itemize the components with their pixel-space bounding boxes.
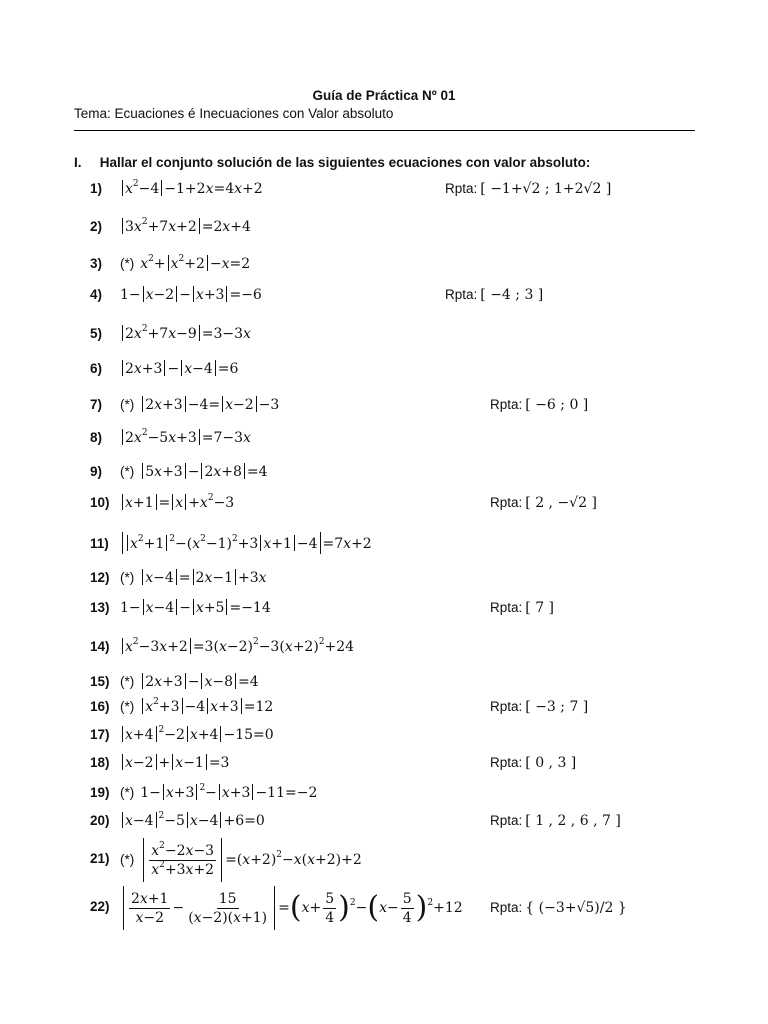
answer-label: Rpta: (490, 813, 523, 828)
equation: $2x^2+7x-9 =3-3x$ (120, 322, 251, 346)
equation: $x+1 = x +x^2-3$ (120, 491, 234, 515)
answer-label: Rpta: (490, 755, 523, 770)
item-number: 18) (90, 755, 110, 770)
star-marker: (*) (120, 397, 135, 412)
section-heading (74, 155, 590, 170)
list-item (90, 177, 690, 201)
item-number: 12) (90, 570, 110, 585)
item-number: 14) (90, 639, 110, 654)
answer-value: [ 1 , 2 , 6 , 7 ] (525, 813, 621, 829)
item-number: 7) (90, 397, 103, 412)
item-number: 5) (90, 326, 103, 341)
star-marker: (*) (120, 852, 135, 867)
answer-label: Rpta: (490, 699, 523, 714)
list-item (90, 566, 690, 590)
equation: (*) x−4 = 2x−1 +3x (120, 570, 267, 586)
list-item (90, 635, 690, 659)
answer-label: Rpta: (490, 397, 523, 412)
item-number: 15) (90, 674, 110, 689)
item-number: 9) (90, 464, 103, 479)
answer-label: Rpta: (445, 287, 478, 302)
star-marker: (*) (120, 785, 135, 800)
answer-value: [ −6 ; 0 ] (525, 397, 589, 413)
answer (490, 393, 588, 417)
equation: 1− x−4 − x+5 =−14 (120, 600, 271, 616)
list-item (90, 751, 690, 775)
item-number: 17) (90, 727, 110, 742)
section-text: Hallar el conjunto solución de las siguientes ecuaciones con valor absoluto: (99, 155, 591, 170)
equation: 1− x−2 − x+3 =−6 (120, 287, 262, 303)
equation: (*) 1− x+3 $^2$− x+3 −11=−2 (120, 783, 318, 801)
topic-line: Tema: Ecuaciones é Inecuaciones con Valor absoluto (74, 106, 394, 121)
list-item (90, 723, 690, 747)
equation: (*) 2x+3 − x−8 =4 (120, 674, 259, 690)
equation: (*) $\frac{x^2-2x-3}{x^2+3x+2}$ $=(x+2)^2-x(x+2)+2$ (120, 836, 362, 884)
answer-label: Rpta: (490, 495, 523, 510)
list-item (90, 884, 690, 932)
answer-value: { (−3+√5)/2 } (525, 900, 627, 916)
answer (490, 884, 627, 932)
list-item (90, 460, 690, 484)
equation: $\frac{2x+1}{x-2}$ − $\frac{15}{(x-2)(x+1)}$ =(x+ $\frac{5}{4}$ )$^2$−(x− $\frac{5}{4}$ )$^2$+12 (120, 884, 463, 932)
item-number: 20) (90, 813, 110, 828)
equation: $3x^2+7x+2 =2x+4$ (120, 215, 251, 239)
item-number: 10) (90, 495, 110, 510)
item-number: 13) (90, 600, 110, 615)
equation: 2x+3 − x−4 =6 (120, 357, 238, 381)
list-item (90, 283, 690, 307)
answer-label: Rpta: (490, 600, 523, 615)
answer (490, 491, 597, 515)
list-item (90, 322, 690, 346)
star-marker: (*) (120, 256, 135, 271)
star-marker: (*) (120, 464, 135, 479)
answer-label: Rpta: (445, 181, 478, 196)
item-number: 1) (90, 181, 103, 196)
equation: (*) 2x+3 −4= x−2 −3 (120, 397, 280, 413)
page-title: Guía de Práctica Nº 01 (312, 88, 456, 103)
answer (445, 283, 543, 307)
answer-value: [ 0 , 3 ] (525, 755, 577, 771)
item-number: 11) (90, 536, 109, 551)
answer (490, 751, 576, 775)
list-item (90, 596, 690, 620)
item-number: 21) (90, 851, 110, 866)
equation: $x^2-3x+2 =3(x-2)^2-3(x+2)^2+24$ (120, 635, 354, 659)
answer-value: [ 2 , −√2 ] (525, 495, 597, 511)
list-item (90, 491, 690, 515)
section-number: I. (74, 155, 82, 170)
list-item (90, 252, 690, 276)
equation: x+4 $^2$−2 x+4 −15=0 (120, 723, 274, 747)
answer-value: [ −3 ; 7 ] (525, 699, 589, 715)
equation: (*) 5x+3 − 2x+8 =4 (120, 464, 268, 480)
list-item (90, 426, 690, 450)
equation: (*) $x^2+ x^2+2 -x=2$ (120, 254, 251, 272)
list-item (90, 393, 690, 417)
list-item (90, 670, 690, 694)
list-item (90, 357, 690, 381)
list-item (90, 836, 690, 884)
list-item (90, 809, 690, 833)
answer (490, 596, 554, 620)
item-number: 3) (90, 256, 103, 271)
star-marker: (*) (120, 570, 135, 585)
item-number: 16) (90, 699, 110, 714)
equation: $2x^2-5x+3 =7-3x$ (120, 426, 251, 450)
equation: x−4 $^2$−5 x−4 +6=0 (120, 809, 265, 833)
list-item (90, 695, 690, 719)
item-number: 2) (90, 219, 103, 234)
answer (490, 809, 621, 833)
list-item (90, 532, 690, 556)
list-item (90, 215, 690, 239)
answer-value: [ 7 ] (525, 600, 555, 616)
item-number: 19) (90, 785, 110, 800)
star-marker: (*) (120, 674, 135, 689)
item-number: 4) (90, 287, 103, 302)
answer-value: [ −1+√2 ; 1+2√2 ] (480, 181, 612, 197)
answer-value: [ −4 ; 3 ] (480, 287, 544, 303)
header-divider (74, 130, 695, 131)
answer (445, 177, 611, 201)
answer-label: Rpta: (490, 900, 523, 915)
item-number: 8) (90, 430, 103, 445)
item-number: 22) (90, 899, 110, 914)
answer (490, 695, 588, 719)
equation: (*) $x^2+3 -4$ x+3 =12 (120, 697, 274, 715)
list-item (90, 781, 690, 805)
equation: $x^2+1$ $^2-(x^2-1)^2+3$ x+1 −4 =7x+2 (120, 532, 372, 556)
equation: x−2 + x−1 =3 (120, 751, 229, 775)
equation: $x^2-4 -1+2x=4x+2$ (120, 177, 263, 201)
item-number: 6) (90, 361, 103, 376)
star-marker: (*) (120, 699, 135, 714)
